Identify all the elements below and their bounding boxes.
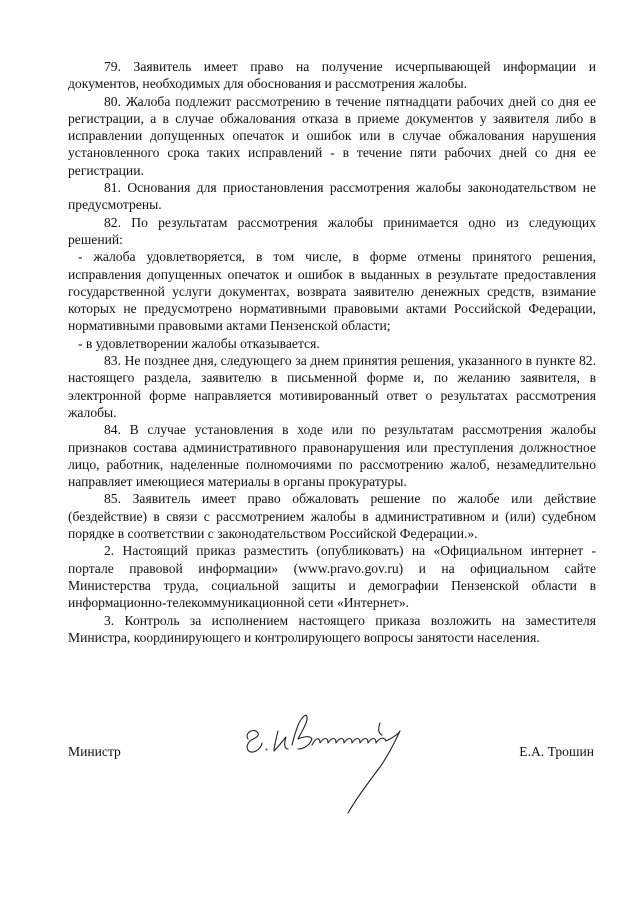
order-item-3: 3. Контроль за исполнением настоящего приказа возложить на заместителя Министра, координирующего и контролирующего вопросы занятости населения. — [68, 612, 596, 645]
paragraph-79: 79. Заявитель имеет право на получение исчерпывающей информации и документов, необходимых для обоснования и рассмотрения жалобы. — [68, 59, 596, 92]
list-item-satisfied: - жалоба удовлетворяется, в том числе, в форме отмены принятого решения, исправления допущенных опечаток и ошибок в выданных в результате предоставления государственной услуги документах, возврата заявителю денежных средств, взимание которых не предусмотрено нормативными правовыми актами Российской Федерации, нормативными правовыми актами Пензенской области; — [68, 249, 596, 334]
handwritten-signature — [240, 709, 410, 821]
list-item-refused: - в удовлетворении жалобы отказывается. — [78, 335, 320, 351]
order-item-2: 2. Настоящий приказ разместить (опубликовать) на «Официальном интернет - портале правовой информации» (www.pravo.gov.ru) и на официальном сайте Министерства труда, социальной защиты и демографии Пензенской области в информационно-телекоммуникационной сети «Интернет». — [68, 543, 596, 611]
document-body — [68, 58, 596, 646]
paragraph-82: 82. По результатам рассмотрения жалобы принимается одно из следующих решений: — [68, 214, 596, 247]
paragraph-80: 80. Жалоба подлежит рассмотрению в течение пятнадцати рабочих дней со дня ее регистрации, а в случае обжалования отказа в приеме документов у заявителя либо в исправлении допущенных опечаток и ошибок или в случае обжалования нарушения установленного срока таких исправлений - в течение пяти рабочих дней со дня ее регистрации. — [68, 93, 596, 178]
paragraph-84: 84. В случае установления в ходе или по результатам рассмотрения жалобы признаков состава административного правонарушения или преступления должностное лицо, работник, наделенные полномочиями по рассмотрению жалоб, незамедлительно направляет имеющиеся материалы в органы прокуратуры. — [68, 422, 596, 490]
signature-block — [68, 737, 596, 777]
paragraph-81: 81. Основания для приостановления рассмотрения жалобы законодательством не предусмотрены. — [68, 180, 596, 213]
signer-title: Министр — [68, 744, 121, 759]
paragraph-83: 83. Не позднее дня, следующего за днем принятия решения, указанного в пункте 82. настоящего раздела, заявителю в письменной форме и, по желанию заявителя, в электронной форме направляется мотивированный ответ о результатах рассмотрения жалобы. — [68, 353, 596, 420]
signer-name: Е.А. Трошин — [519, 744, 594, 759]
paragraph-85: 85. Заявитель имеет право обжаловать решение по жалобе или действие (бездействие) в связи с рассмотрением жалобы в административном и (или) судебном порядке в соответствии с законодательством Российской Федерации.». — [68, 491, 596, 542]
